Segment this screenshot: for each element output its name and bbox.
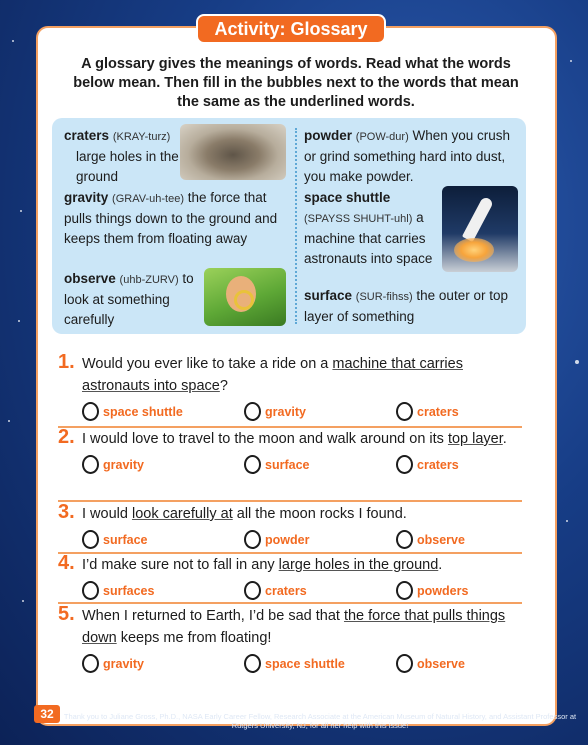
credit-line: Thank you to Juliane Gross, Ph.D., NASA Early Career Fellow, Research Associate at the American Museum of Natural History, and Assistant Professor at Rutgers University, NJ, for all her help with this issue! [63,712,577,730]
underlined-phrase: machine that carries astronauts into space [82,356,463,394]
option-label: observe [417,532,465,547]
glossary-definition: the outer or top layer of something [304,288,508,324]
answer-option[interactable] [244,455,309,474]
question-text-part: When I returned to Earth, I’d be sad that [82,608,344,624]
glossary-term: gravity [64,190,109,205]
glossary-term: powder [304,128,353,143]
underlined-phrase: top layer [447,431,503,447]
glossary-entry-observe [64,269,204,330]
glossary-definition: large holes in the ground [76,149,179,184]
question-2 [58,428,520,475]
glossary-entry-surface [304,286,519,327]
space-shuttle-photo [442,186,518,272]
answer-option[interactable] [244,402,306,421]
answer-option[interactable] [82,654,144,673]
glossary-entry-space-shuttle [304,188,442,269]
question-divider [58,500,522,502]
answer-bubble[interactable] [396,581,413,600]
answer-option[interactable] [82,530,147,549]
answer-bubble[interactable] [82,530,99,549]
glossary-pronunciation: (KRAY-turz) [112,131,171,143]
question-text [58,353,520,397]
option-label: gravity [265,404,306,419]
answer-bubble[interactable] [396,530,413,549]
glossary-definition: the force that pulls things down to the ground and keeps them from floating away [64,190,278,246]
glossary-term: space shuttle [304,190,391,205]
glossary-pronunciation: (GRAV-uh-tee) [112,193,184,205]
question-divider [58,602,522,604]
answer-options [58,654,520,674]
answer-option[interactable] [396,581,468,600]
glossary-divider [295,128,297,324]
option-label: observe [417,656,465,671]
page-number: 32 [34,705,60,723]
glossary-definition: a machine that carries astronauts into space [304,210,433,266]
option-label: powder [265,532,310,547]
answer-bubble[interactable] [82,581,99,600]
instructions: A glossary gives the meanings of words. Read what the words below mean. Then fill in the bubbles next to the words that mean the same as the underlined words. [73,56,519,110]
underlined-phrase: look carefully at [131,506,233,522]
option-label: surface [265,457,310,472]
answer-bubble[interactable] [396,654,413,673]
glossary-term: craters [64,128,110,143]
question-text-part: I’d make sure not to fall in any [82,557,279,573]
question-text-part: ? [219,378,228,394]
option-label: powders [417,583,469,598]
question-3 [58,503,520,550]
question-text [58,605,520,649]
answer-bubble[interactable] [244,402,261,421]
answer-option[interactable] [82,581,154,600]
option-label: space shuttle [265,656,345,671]
answer-bubble[interactable] [244,455,261,474]
girl-with-magnifier-photo [204,268,286,326]
question-text-part: keeps me from floating! [116,630,272,646]
question-number: 3. [58,501,75,523]
question-text [58,428,520,450]
answer-bubble[interactable] [82,654,99,673]
answer-bubble[interactable] [396,455,413,474]
question-number: 5. [58,603,75,625]
answer-option[interactable] [396,402,459,421]
question-number: 2. [58,426,75,448]
glossary-entry-craters [64,126,179,187]
glossary-definition: When you crush or grind something hard into dust, you make powder. [304,128,511,184]
glossary-term: surface [304,288,353,303]
option-label: gravity [103,457,144,472]
question-text-part: Would you ever like to take a ride on a [82,356,333,372]
option-label: craters [417,457,459,472]
glossary-pronunciation: (uhb-ZURV) [119,274,179,286]
question-text-part: I would [82,506,132,522]
answer-option[interactable] [244,654,345,673]
glossary-entry-powder [304,126,519,187]
question-number: 4. [58,552,75,574]
answer-options [58,402,520,422]
question-text-part: all the moon rocks I found. [232,506,407,522]
underlined-phrase: the force that pulls things down [82,608,506,646]
question-4 [58,554,520,601]
answer-options [58,455,520,475]
answer-bubble[interactable] [244,654,261,673]
answer-option[interactable] [82,402,183,421]
answer-option[interactable] [396,654,465,673]
glossary-definition: to look at something carefully [64,271,194,327]
page-title: Activity: Glossary [196,14,386,44]
answer-bubble[interactable] [244,530,261,549]
question-text-part: I would love to travel to the moon and walk around on its [82,431,448,447]
question-1 [58,353,520,422]
glossary-pronunciation: (POW-dur) [355,131,409,143]
crater-photo [180,124,286,180]
answer-options [58,581,520,601]
glossary-pronunciation: (SPAYSS SHUHT-uhl) [304,213,413,225]
option-label: craters [417,404,459,419]
underlined-phrase: large holes in the ground [278,557,439,573]
question-5 [58,605,520,674]
question-text [58,503,520,525]
option-label: craters [265,583,307,598]
question-text-part: . [438,557,443,573]
question-text-part: . [502,431,507,447]
glossary-box [52,118,526,334]
question-text [58,554,520,576]
question-number: 1. [58,351,75,373]
answer-bubble[interactable] [82,455,99,474]
option-label: space shuttle [103,404,183,419]
option-label: surfaces [103,583,155,598]
answer-options [58,530,520,550]
option-label: gravity [103,656,144,671]
answer-option[interactable] [244,530,309,549]
option-label: surface [103,532,148,547]
answer-option[interactable] [82,455,144,474]
answer-bubble[interactable] [82,402,99,421]
glossary-pronunciation: (SUR-fihss) [355,291,413,303]
glossary-term: observe [64,271,116,286]
answer-option[interactable] [396,455,459,474]
glossary-entry-gravity [64,188,284,249]
answer-option[interactable] [244,581,307,600]
answer-option[interactable] [396,530,465,549]
answer-bubble[interactable] [244,581,261,600]
answer-bubble[interactable] [396,402,413,421]
